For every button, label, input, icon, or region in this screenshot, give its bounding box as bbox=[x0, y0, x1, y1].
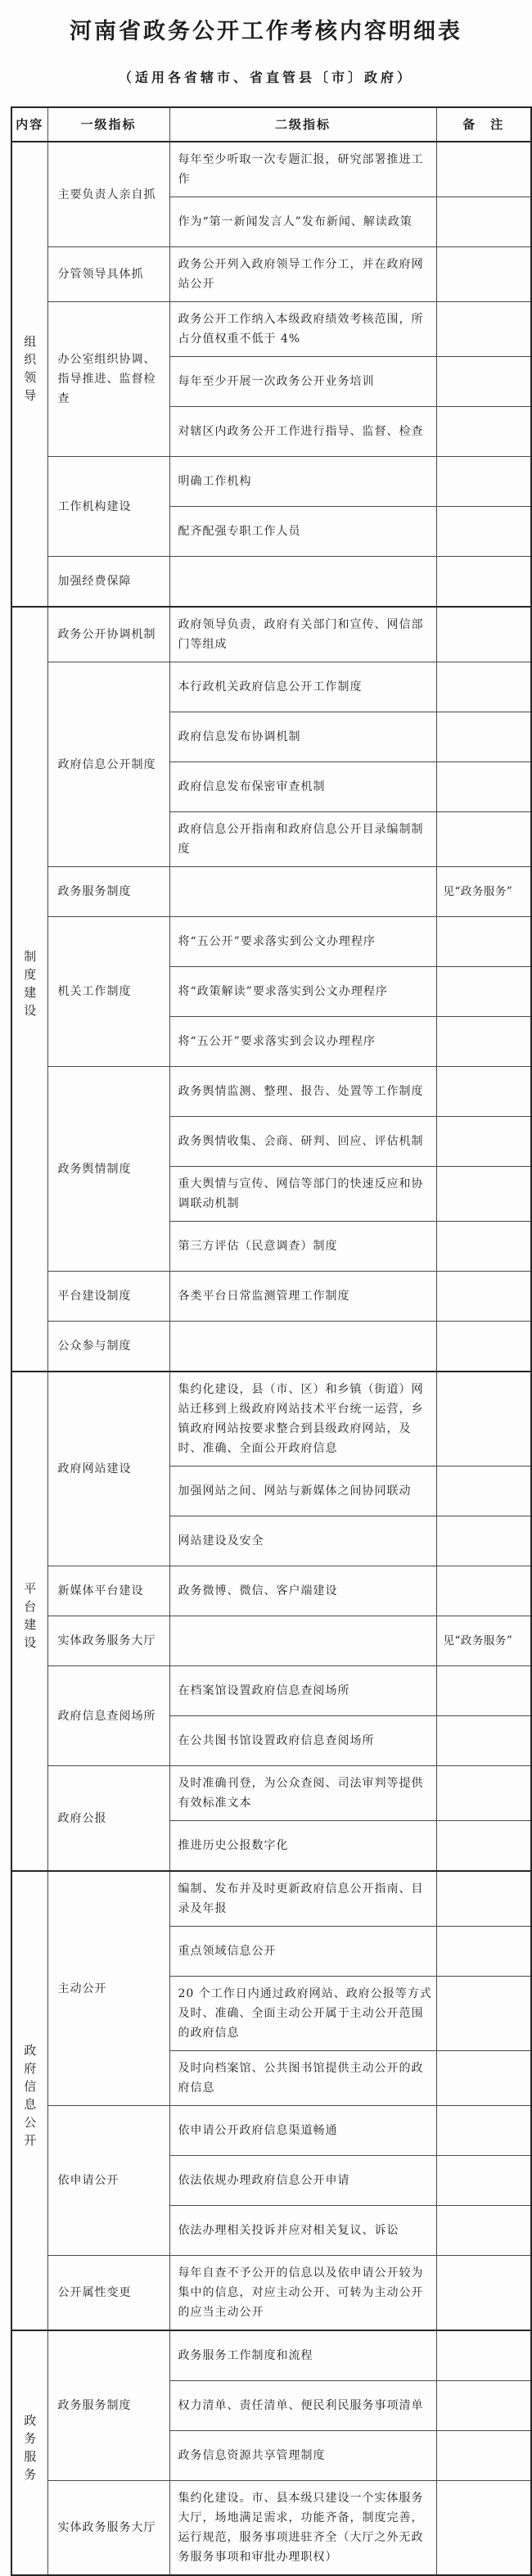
first-level-indicator-cell: 公开属性变更 bbox=[47, 2256, 169, 2331]
second-level-indicator-cell: 配齐配强专职工作人员 bbox=[169, 507, 436, 557]
second-level-indicator-cell: 在档案馆设置政府信息查阅场所 bbox=[169, 1666, 436, 1716]
content-section-label-text: 组织领导 bbox=[22, 335, 38, 407]
remark-cell bbox=[436, 762, 531, 812]
remark-cell bbox=[436, 1322, 531, 1372]
document-page bbox=[0, 13, 532, 2576]
content-section-label-text: 平台建设 bbox=[22, 1582, 38, 1654]
remark-cell bbox=[436, 142, 531, 197]
table-row bbox=[11, 1766, 531, 1821]
second-level-indicator-cell bbox=[169, 1322, 436, 1372]
remark-cell bbox=[436, 712, 531, 762]
page-title: 河南省政务公开工作考核内容明细表 bbox=[70, 19, 462, 44]
second-level-indicator-cell: 将“五公开”要求落实到公文办理程序 bbox=[169, 917, 436, 967]
second-level-indicator-cell: 政府信息发布保密审查机制 bbox=[169, 762, 436, 812]
second-level-indicator-cell: 网站建设及安全 bbox=[169, 1516, 436, 1566]
table-row bbox=[11, 1322, 531, 1372]
remark-cell bbox=[436, 812, 531, 867]
table-row bbox=[11, 142, 531, 197]
col-header-level2: 二级指标 bbox=[169, 107, 436, 142]
page-subtitle: （适用各省辖市、省直管县〔市〕政府） bbox=[118, 70, 413, 85]
content-section-label bbox=[11, 142, 47, 607]
first-level-indicator-cell: 政府信息公开制度 bbox=[47, 662, 169, 867]
remark-cell bbox=[436, 1067, 531, 1117]
second-level-indicator-cell: 政务公开工作纳入本级政府绩效考核范围，所占分值权重不低于 4% bbox=[169, 302, 436, 357]
first-level-indicator-cell: 政府信息查阅场所 bbox=[47, 1666, 169, 1766]
table-row bbox=[11, 1272, 531, 1322]
second-level-indicator-cell: 每年自查不予公开的信息以及依申请公开较为集中的信息，对应主动公开、可转为主动公开的应当主动公开 bbox=[169, 2256, 436, 2331]
second-level-indicator-cell: 在公共图书馆设置政府信息查阅场所 bbox=[169, 1716, 436, 1766]
second-level-indicator-cell: 依法办理相关投诉并应对相关复议、诉讼 bbox=[169, 2206, 436, 2256]
remark-cell bbox=[436, 1871, 531, 1927]
first-level-indicator-cell: 新媒体平台建设 bbox=[47, 1566, 169, 1616]
content-section-label bbox=[11, 2330, 47, 2575]
table-row bbox=[11, 557, 531, 608]
remark-cell bbox=[436, 2330, 531, 2381]
remark-cell bbox=[436, 357, 531, 407]
table-row bbox=[11, 1666, 531, 1716]
second-level-indicator-cell: 对辖区内政务公开工作进行指导、监督、检查 bbox=[169, 407, 436, 457]
second-level-indicator-cell: 政务舆情收集、会商、研判、回应、评估机制 bbox=[169, 1117, 436, 1167]
first-level-indicator-cell: 机关工作制度 bbox=[47, 917, 169, 1067]
second-level-indicator-cell: 明确工作机构 bbox=[169, 457, 436, 507]
second-level-indicator-cell: 集约化建设。市、县本级只建设一个实体服务大厅，场地满足需求，功能齐备，制度完善，运行规范，服务事项进驻齐全（大厅之外无政务服务事项和审批办理职权） bbox=[169, 2481, 436, 2576]
remark-cell bbox=[436, 1222, 531, 1272]
content-section-label-text: 制度建设 bbox=[22, 950, 38, 1022]
remark-cell bbox=[436, 1167, 531, 1222]
table-row bbox=[11, 917, 531, 967]
remark-cell bbox=[436, 507, 531, 557]
content-section-label-text: 政府信息公开 bbox=[22, 2043, 38, 2152]
first-level-indicator-cell: 工作机构建设 bbox=[47, 457, 169, 557]
remark-cell bbox=[436, 662, 531, 712]
remark-cell bbox=[436, 1566, 531, 1616]
table-row bbox=[11, 1616, 531, 1666]
remark-cell bbox=[436, 2256, 531, 2331]
first-level-indicator-cell: 政务服务制度 bbox=[47, 867, 169, 917]
table-row bbox=[11, 1067, 531, 1117]
remark-cell bbox=[436, 1666, 531, 1716]
assessment-table-body bbox=[11, 142, 531, 2575]
second-level-indicator-cell: 20 个工作日内通过政府网站、政府公报等方式及时、准确、全面主动公开属于主动公开范围的政府信息 bbox=[169, 1977, 436, 2051]
second-level-indicator-cell: 权力清单、责任清单、便民利民服务事项清单 bbox=[169, 2381, 436, 2431]
remark-cell bbox=[436, 2206, 531, 2256]
second-level-indicator-cell: 将“政策解读”要求落实到公文办理程序 bbox=[169, 967, 436, 1017]
remark-cell bbox=[436, 967, 531, 1017]
first-level-indicator-cell: 主动公开 bbox=[47, 1871, 169, 2106]
second-level-indicator-cell: 编制、发布并及时更新政府信息公开指南、目录及年报 bbox=[169, 1871, 436, 1927]
remark-cell bbox=[436, 2156, 531, 2206]
table-row bbox=[11, 247, 531, 302]
remark-cell bbox=[436, 2431, 531, 2481]
remark-cell bbox=[436, 1977, 531, 2051]
second-level-indicator-cell: 及时准确刊登，为公众查阅、司法审判等提供有效标准文本 bbox=[169, 1766, 436, 1821]
first-level-indicator-cell: 政府网站建设 bbox=[47, 1372, 169, 1566]
table-row bbox=[11, 2106, 531, 2156]
second-level-indicator-cell: 依法依规办理政府信息公开申请 bbox=[169, 2156, 436, 2206]
first-level-indicator-cell: 实体政务服务大厅 bbox=[47, 2481, 169, 2576]
second-level-indicator-cell: 政府领导负责，政府有关部门和宣传、网信部门等组成 bbox=[169, 607, 436, 662]
table-row bbox=[11, 662, 531, 712]
remark-cell bbox=[436, 1372, 531, 1467]
first-level-indicator-cell: 依申请公开 bbox=[47, 2106, 169, 2256]
table-row bbox=[11, 1566, 531, 1616]
remark-cell bbox=[436, 1017, 531, 1067]
second-level-indicator-cell: 加强网站之间、网站与新媒体之间协同联动 bbox=[169, 1467, 436, 1516]
first-level-indicator-cell: 政务公开协调机制 bbox=[47, 607, 169, 662]
first-level-indicator-cell: 分管领导具体抓 bbox=[47, 247, 169, 302]
second-level-indicator-cell: 将“五公开”要求落实到会议办理程序 bbox=[169, 1017, 436, 1067]
remark-cell bbox=[436, 2051, 531, 2106]
second-level-indicator-cell bbox=[169, 1616, 436, 1666]
assessment-table bbox=[11, 106, 532, 2576]
first-level-indicator-cell: 政务舆情制度 bbox=[47, 1067, 169, 1272]
remark-cell bbox=[436, 302, 531, 357]
remark-cell: 见“政务服务” bbox=[436, 1616, 531, 1666]
first-level-indicator-cell: 实体政务服务大厅 bbox=[47, 1616, 169, 1666]
second-level-indicator-cell: 作为“第一新闻发言人”发布新闻、解读政策 bbox=[169, 197, 436, 247]
remark-cell bbox=[436, 1117, 531, 1167]
table-row bbox=[11, 2481, 531, 2576]
second-level-indicator-cell: 依申请公开政府信息渠道畅通 bbox=[169, 2106, 436, 2156]
table-row bbox=[11, 2256, 531, 2331]
remark-cell bbox=[436, 407, 531, 457]
second-level-indicator-cell: 政务信息资源共享管理制度 bbox=[169, 2431, 436, 2481]
second-level-indicator-cell: 每年至少听取一次专题汇报，研究部署推进工作 bbox=[169, 142, 436, 197]
first-level-indicator-cell: 政务服务制度 bbox=[47, 2330, 169, 2481]
remark-cell bbox=[436, 457, 531, 507]
first-level-indicator-cell: 办公室组织协调、指导推进、监督检查 bbox=[47, 302, 169, 457]
first-level-indicator-cell: 加强经费保障 bbox=[47, 557, 169, 608]
second-level-indicator-cell: 本行政机关政府信息公开工作制度 bbox=[169, 662, 436, 712]
remark-cell bbox=[436, 607, 531, 662]
second-level-indicator-cell bbox=[169, 557, 436, 608]
second-level-indicator-cell bbox=[169, 867, 436, 917]
second-level-indicator-cell: 各类平台日常监测管理工作制度 bbox=[169, 1272, 436, 1322]
remark-cell bbox=[436, 197, 531, 247]
second-level-indicator-cell: 政务服务工作制度和流程 bbox=[169, 2330, 436, 2381]
remark-cell bbox=[436, 1467, 531, 1516]
table-row bbox=[11, 1372, 531, 1467]
col-header-content: 内容 bbox=[11, 107, 47, 142]
first-level-indicator-cell: 公众参与制度 bbox=[47, 1322, 169, 1372]
second-level-indicator-cell: 集约化建设，县（市、区）和乡镇（街道）网站迁移到上级政府网站技术平台统一运营，乡镇政府网站按要求整合到县级政府网站，及时、准确、全面公开政府信息 bbox=[169, 1372, 436, 1467]
content-section-label bbox=[11, 607, 47, 1372]
table-row bbox=[11, 607, 531, 662]
table-row bbox=[11, 457, 531, 507]
remark-cell bbox=[436, 1716, 531, 1766]
second-level-indicator-cell: 重大舆情与宣传、网信等部门的快速反应和协调联动机制 bbox=[169, 1167, 436, 1222]
header-row bbox=[11, 107, 531, 142]
first-level-indicator-cell: 主要负责人亲自抓 bbox=[47, 142, 169, 247]
remark-cell bbox=[436, 2481, 531, 2576]
remark-cell bbox=[436, 1516, 531, 1566]
second-level-indicator-cell: 政务微博、微信、客户端建设 bbox=[169, 1566, 436, 1616]
remark-cell bbox=[436, 1766, 531, 1821]
remark-cell bbox=[436, 1821, 531, 1872]
content-section-label bbox=[11, 1372, 47, 1871]
second-level-indicator-cell: 政务舆情监测、整理、报告、处置等工作制度 bbox=[169, 1067, 436, 1117]
remark-cell bbox=[436, 2106, 531, 2156]
second-level-indicator-cell: 推进历史公报数字化 bbox=[169, 1821, 436, 1872]
table-row bbox=[11, 302, 531, 357]
remark-cell: 见“政务服务” bbox=[436, 867, 531, 917]
remark-cell bbox=[436, 247, 531, 302]
content-section-label bbox=[11, 1871, 47, 2330]
second-level-indicator-cell: 政府信息公开指南和政府信息公开目录编制制度 bbox=[169, 812, 436, 867]
col-header-remark: 备 注 bbox=[436, 107, 531, 142]
second-level-indicator-cell: 每年至少开展一次政务公开业务培训 bbox=[169, 357, 436, 407]
content-section-label-text: 政务服务 bbox=[22, 2413, 38, 2486]
remark-cell bbox=[436, 917, 531, 967]
remark-cell bbox=[436, 557, 531, 608]
second-level-indicator-cell: 政务公开列入政府领导工作分工，并在政府网站公开 bbox=[169, 247, 436, 302]
table-row bbox=[11, 2330, 531, 2381]
first-level-indicator-cell: 平台建设制度 bbox=[47, 1272, 169, 1322]
second-level-indicator-cell: 第三方评估（民意调查）制度 bbox=[169, 1222, 436, 1272]
remark-cell bbox=[436, 1272, 531, 1322]
table-row bbox=[11, 867, 531, 917]
col-header-level1: 一级指标 bbox=[47, 107, 169, 142]
remark-cell bbox=[436, 1927, 531, 1977]
second-level-indicator-cell: 重点领域信息公开 bbox=[169, 1927, 436, 1977]
first-level-indicator-cell: 政府公报 bbox=[47, 1766, 169, 1872]
remark-cell bbox=[436, 2381, 531, 2431]
second-level-indicator-cell: 及时向档案馆、公共图书馆提供主动公开的政府信息 bbox=[169, 2051, 436, 2106]
table-row bbox=[11, 1871, 531, 1927]
second-level-indicator-cell: 政府信息发布协调机制 bbox=[169, 712, 436, 762]
